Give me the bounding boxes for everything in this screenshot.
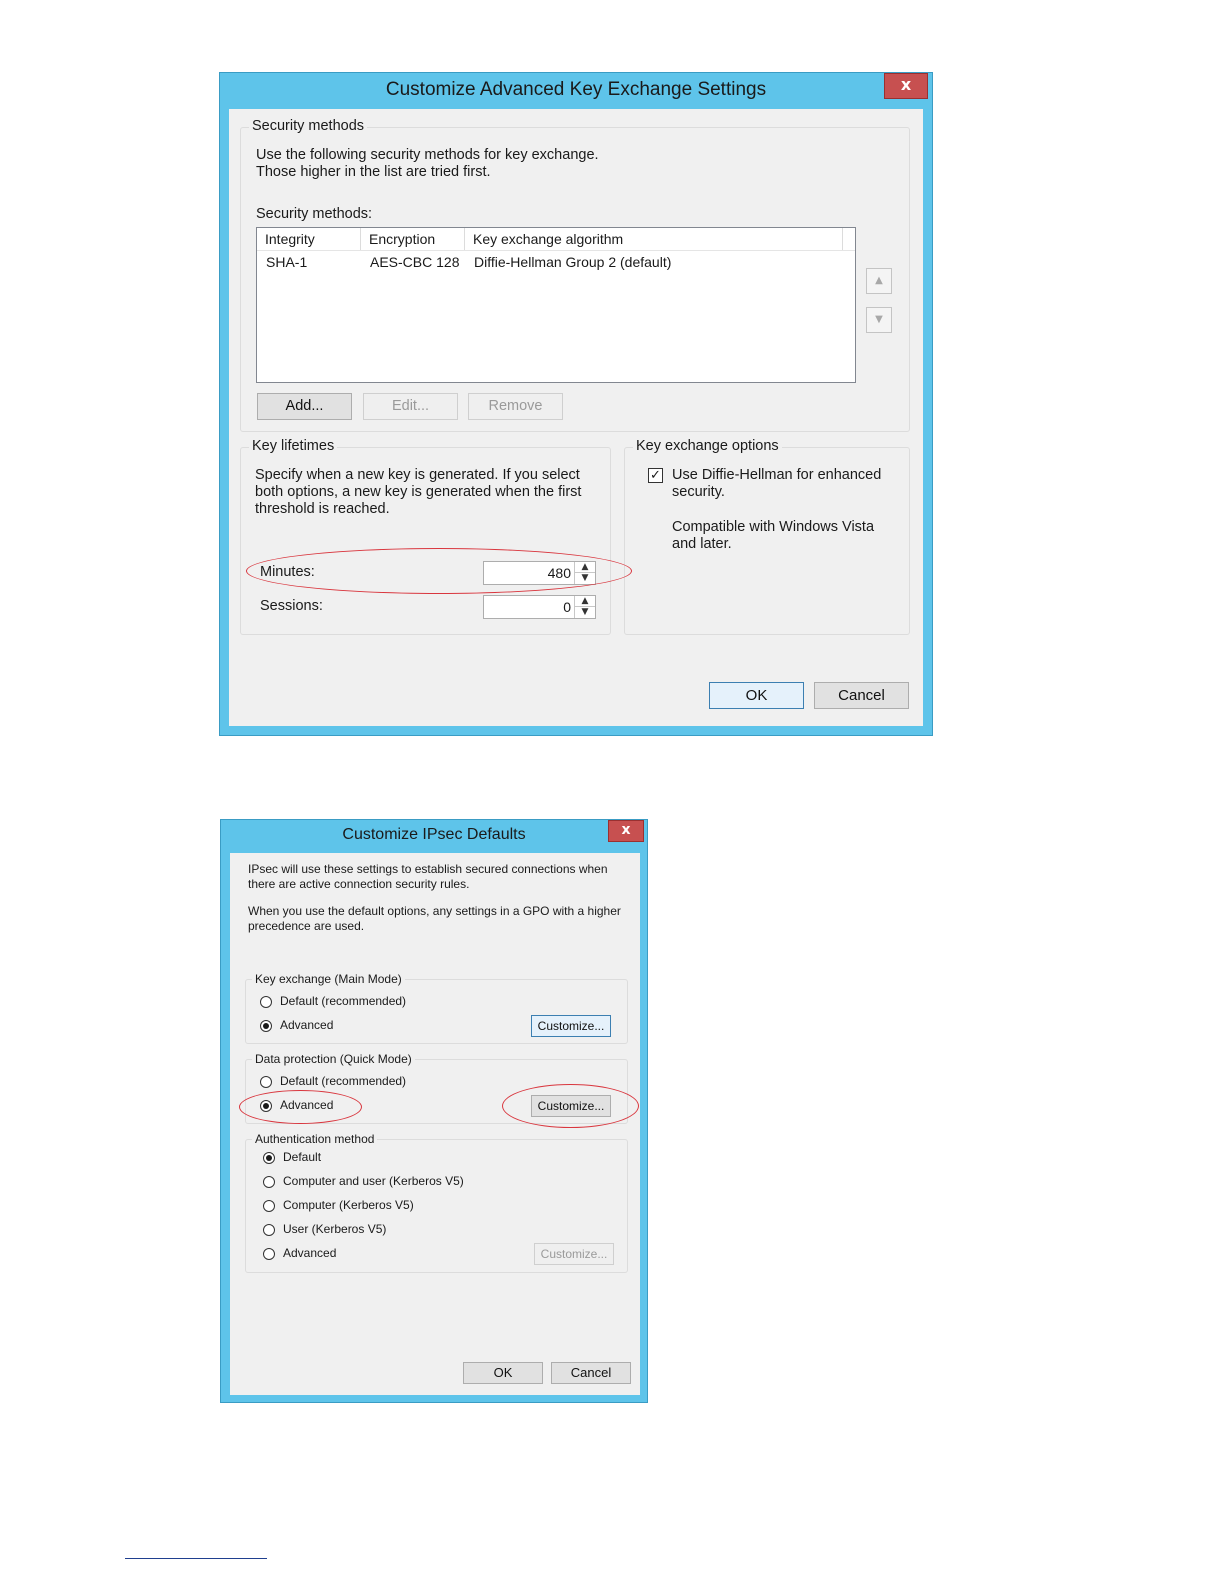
- key-exchange-legend: Key exchange (Main Mode): [252, 972, 405, 986]
- spinner-buttons: [574, 596, 595, 618]
- cell-key-exchange-algorithm: Diffie-Hellman Group 2 (default): [474, 254, 672, 270]
- move-up-button[interactable]: ▲: [866, 268, 892, 294]
- intro-line: When you use the default options, any settings in a GPO with a higher: [248, 904, 621, 918]
- auth-customize-button[interactable]: Customize...: [534, 1243, 614, 1265]
- security-methods-description: [256, 147, 599, 181]
- checkbox-label-line: Use Diffie-Hellman for enhanced: [672, 467, 882, 483]
- authentication-method-legend: Authentication method: [252, 1132, 377, 1146]
- description-line: Use the following security methods for key exchange.: [256, 147, 599, 163]
- minutes-label: Minutes:: [260, 564, 315, 580]
- auth-computer-label[interactable]: Computer (Kerberos V5): [283, 1198, 414, 1212]
- key-lifetimes-legend: Key lifetimes: [249, 438, 337, 454]
- auth-default-radio[interactable]: [263, 1152, 275, 1164]
- key-exchange-options-legend: Key exchange options: [633, 438, 782, 454]
- cell-integrity: SHA-1: [266, 254, 308, 270]
- key-exchange-main-mode-group: [245, 972, 628, 1044]
- spin-up-icon[interactable]: ▲: [575, 596, 595, 607]
- compatibility-note: [672, 519, 874, 553]
- sessions-spinner[interactable]: [483, 595, 596, 619]
- cancel-button[interactable]: Cancel: [814, 682, 909, 709]
- key-exchange-advanced-radio[interactable]: [260, 1020, 272, 1032]
- checkbox-label-line: security.: [672, 484, 725, 500]
- data-protection-customize-button[interactable]: Customize...: [531, 1095, 611, 1117]
- column-header-integrity[interactable]: Integrity: [257, 228, 361, 250]
- description-line: Specify when a new key is generated. If you select: [255, 467, 580, 483]
- security-methods-list-label: Security methods:: [256, 206, 373, 222]
- ok-button[interactable]: OK: [709, 682, 804, 709]
- ok-button[interactable]: OK: [463, 1362, 543, 1384]
- sessions-label: Sessions:: [260, 598, 323, 614]
- column-header-encryption[interactable]: Encryption: [361, 228, 465, 250]
- intro-text: [248, 862, 621, 933]
- cell-encryption: AES-CBC 128: [370, 254, 460, 270]
- auth-computer-and-user-radio[interactable]: [263, 1176, 275, 1188]
- key-exchange-advanced-label[interactable]: Advanced: [280, 1018, 334, 1032]
- key-exchange-options-group: [624, 438, 910, 635]
- dialog-client-area: [229, 109, 923, 726]
- table-row[interactable]: [257, 252, 855, 274]
- column-header-key-exchange-algorithm[interactable]: Key exchange algorithm: [465, 228, 843, 250]
- spin-up-icon[interactable]: ▲: [575, 562, 595, 573]
- close-icon[interactable]: x: [884, 73, 928, 99]
- auth-computer-radio[interactable]: [263, 1200, 275, 1212]
- diffie-hellman-checkbox-label[interactable]: [672, 467, 881, 501]
- note-line: Compatible with Windows Vista: [672, 519, 875, 535]
- checkmark-icon: ✓: [650, 468, 661, 483]
- key-exchange-default-radio[interactable]: [260, 996, 272, 1008]
- key-exchange-customize-button[interactable]: Customize...: [531, 1015, 611, 1037]
- add-button[interactable]: Add...: [257, 393, 352, 420]
- data-protection-default-label[interactable]: Default (recommended): [280, 1074, 407, 1088]
- diffie-hellman-checkbox[interactable]: [648, 468, 663, 483]
- spin-down-icon[interactable]: ▼: [581, 573, 589, 583]
- data-protection-legend: Data protection (Quick Mode): [252, 1052, 415, 1066]
- sessions-value: 0: [563, 599, 571, 615]
- auth-advanced-label[interactable]: Advanced: [283, 1246, 337, 1260]
- security-methods-list[interactable]: [256, 227, 856, 383]
- key-exchange-default-label[interactable]: Default (recommended): [280, 994, 407, 1008]
- dialog-client-area: [230, 853, 640, 1395]
- dialog-title: Customize Advanced Key Exchange Settings: [385, 79, 767, 100]
- auth-user-radio[interactable]: [263, 1224, 275, 1236]
- security-methods-group: [240, 118, 910, 432]
- auth-default-label[interactable]: Default: [283, 1150, 322, 1164]
- data-protection-advanced-radio[interactable]: [260, 1100, 272, 1112]
- spin-down-icon[interactable]: ▼: [581, 607, 589, 617]
- security-methods-legend: Security methods: [249, 118, 367, 134]
- data-protection-default-radio[interactable]: [260, 1076, 272, 1088]
- data-protection-quick-mode-group: [245, 1052, 628, 1124]
- minutes-value: 480: [547, 565, 571, 581]
- list-header: [257, 228, 855, 251]
- move-down-button[interactable]: ▼: [866, 307, 892, 333]
- cancel-button[interactable]: Cancel: [551, 1362, 631, 1384]
- ipsec-defaults-dialog: [220, 819, 648, 1403]
- key-lifetimes-group: [240, 438, 611, 635]
- intro-line: there are active connection security rules.: [248, 876, 470, 891]
- authentication-method-group: [245, 1132, 628, 1273]
- remove-button[interactable]: Remove: [468, 393, 563, 420]
- minutes-spinner[interactable]: [483, 561, 596, 585]
- dialog-title: Customize IPsec Defaults: [342, 826, 526, 843]
- footnote-separator: [125, 1558, 267, 1559]
- spinner-buttons: [574, 562, 595, 584]
- key-exchange-settings-dialog: [219, 72, 933, 736]
- intro-line: precedence are used.: [248, 918, 365, 933]
- description-line: both options, a new key is generated when the first: [255, 484, 582, 500]
- close-icon[interactable]: x: [608, 820, 644, 842]
- data-protection-advanced-label[interactable]: Advanced: [280, 1098, 334, 1112]
- description-line: threshold is reached.: [255, 501, 390, 517]
- note-line: and later.: [672, 536, 732, 552]
- intro-line: IPsec will use these settings to establish secured connections when: [248, 862, 608, 876]
- auth-computer-and-user-label[interactable]: Computer and user (Kerberos V5): [283, 1174, 464, 1188]
- auth-user-label[interactable]: User (Kerberos V5): [283, 1222, 387, 1236]
- auth-advanced-radio[interactable]: [263, 1248, 275, 1260]
- edit-button[interactable]: Edit...: [363, 393, 458, 420]
- key-lifetimes-description: [255, 467, 581, 518]
- description-line: Those higher in the list are tried first.: [256, 164, 491, 180]
